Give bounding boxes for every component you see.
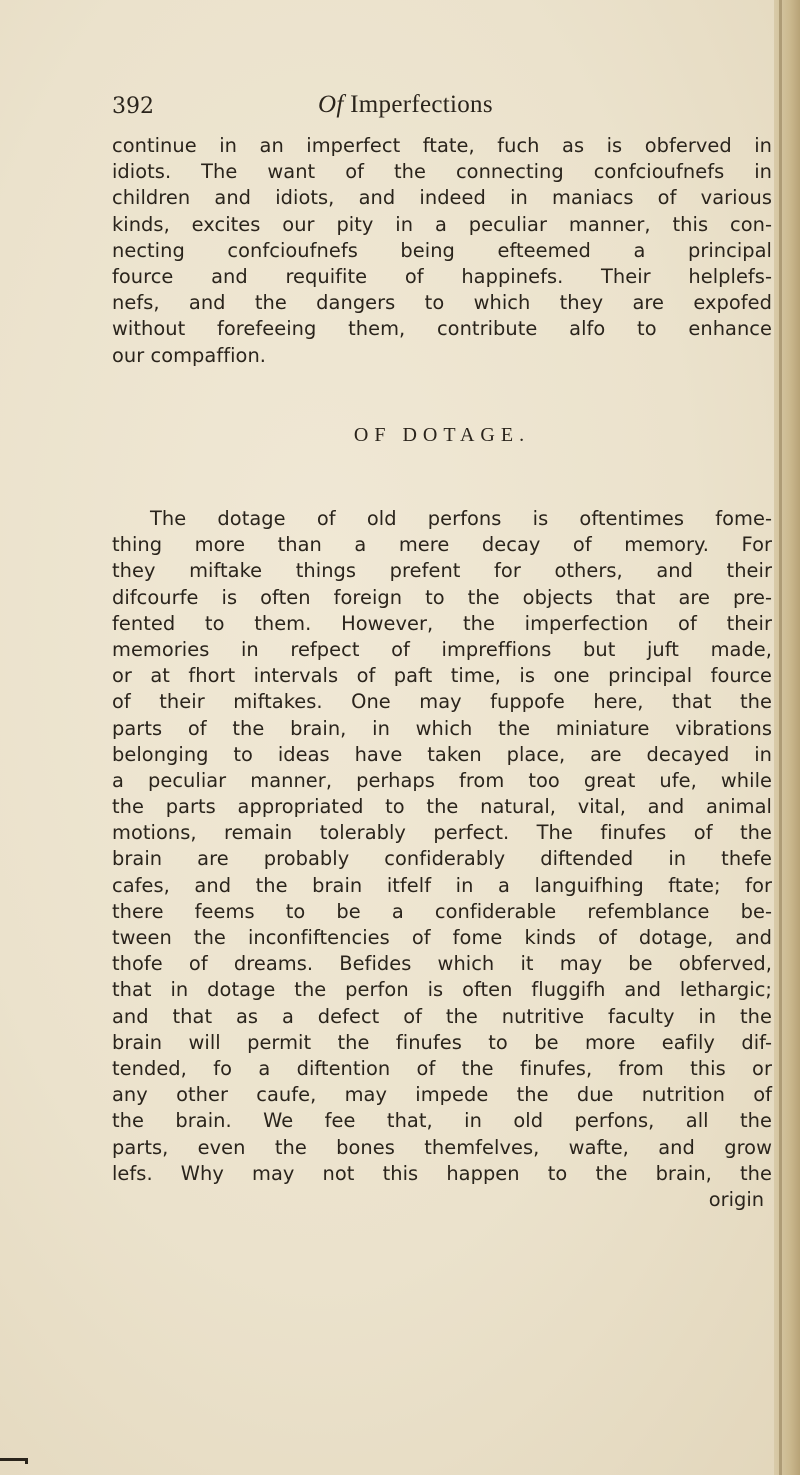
- text-line: children and idiots, and indeed in maniacs of various: [112, 186, 772, 210]
- section-heading: OF DOTAGE.: [353, 424, 531, 446]
- text-line: of their miftakes. One may fuppofe here, that the: [112, 690, 772, 714]
- text-line: kinds, excites our pity in a peculiar manner, this con-: [112, 212, 772, 236]
- page-number: 392: [112, 94, 154, 119]
- text-line: cafes, and the brain itfelf in a languifhing ftate; for: [112, 873, 772, 897]
- text-line: or at fhort intervals of paft time, is one principal fource: [112, 664, 772, 688]
- paragraph-continued: [112, 133, 772, 369]
- text-line: that in dotage the perfon is often fluggifh and lethargic;: [112, 978, 772, 1002]
- text-line: continue in an imperfect ftate, fuch as is obferved in: [112, 134, 772, 157]
- text-line: brain are probably confiderably diftended in thefe: [112, 847, 772, 871]
- text-line: idiots. The want of the connecting confcioufnefs in: [112, 160, 772, 184]
- running-head-rest: Imperfections: [343, 91, 493, 118]
- text-line: the parts appropriated to the natural, vital, and animal: [112, 795, 772, 819]
- paragraph-dotage: [112, 506, 772, 1213]
- text-line: our compaffion.: [112, 343, 267, 367]
- corner-mark: [0, 1458, 28, 1464]
- text-line: lefs. Why may not this happen to the brain, the: [112, 1161, 772, 1185]
- text-line: necting confcioufnefs being efteemed a principal: [112, 238, 772, 262]
- running-head-italic: Of: [318, 91, 344, 118]
- text-line: and that as a defect of the nutritive faculty in the: [112, 1004, 772, 1028]
- text-line: thing more than a mere decay of memory. For: [112, 533, 772, 557]
- text-line: motions, remain tolerably perfect. The finufes of the: [112, 821, 772, 845]
- text-line: brain will permit the finufes to be more eafily dif-: [112, 1030, 772, 1054]
- text-line: any other caufe, may impede the due nutrition of: [112, 1083, 772, 1107]
- text-line: The dotage of old perfons is oftentimes fome-: [150, 507, 772, 530]
- text-line: thofe of dreams. Befides which it may be obferved,: [112, 952, 772, 976]
- text-line: there feems to be a confiderable refemblance be-: [112, 899, 772, 923]
- text-line: fented to them. However, the imperfection of their: [112, 611, 772, 635]
- text-line: parts, even the bones themfelves, wafte, and grow: [112, 1135, 772, 1159]
- binding-edge: [779, 0, 782, 1475]
- text-line: tended, fo a diftention of the finufes, from this or: [112, 1056, 772, 1080]
- text-line: fource and requifite of happinefs. Their helplefs-: [112, 264, 772, 288]
- text-line: they miftake things prefent for others, and their: [112, 559, 772, 583]
- text-line: nefs, and the dangers to which they are expofed: [112, 291, 772, 315]
- text-line: a peculiar manner, perhaps from too great ufe, while: [112, 768, 772, 792]
- catchword: origin: [708, 1187, 764, 1211]
- page-header: [112, 80, 752, 128]
- text-line: difcourfe is often foreign to the objects that are pre-: [112, 585, 772, 609]
- page-gutter: [774, 0, 800, 1475]
- text-line: parts of the brain, in which the miniature vibrations: [112, 716, 772, 740]
- text-line: memories in refpect of impreffions but juft made,: [112, 637, 772, 661]
- text-line: the brain. We fee that, in old perfons, all the: [112, 1109, 772, 1133]
- text-line: tween the inconfiftencies of fome kinds of dotage, and: [112, 926, 772, 949]
- text-line: belonging to ideas have taken place, are decayed in: [112, 742, 772, 766]
- running-head: [318, 91, 493, 119]
- text-line: without forefeeing them, contribute alfo to enhance: [112, 317, 772, 341]
